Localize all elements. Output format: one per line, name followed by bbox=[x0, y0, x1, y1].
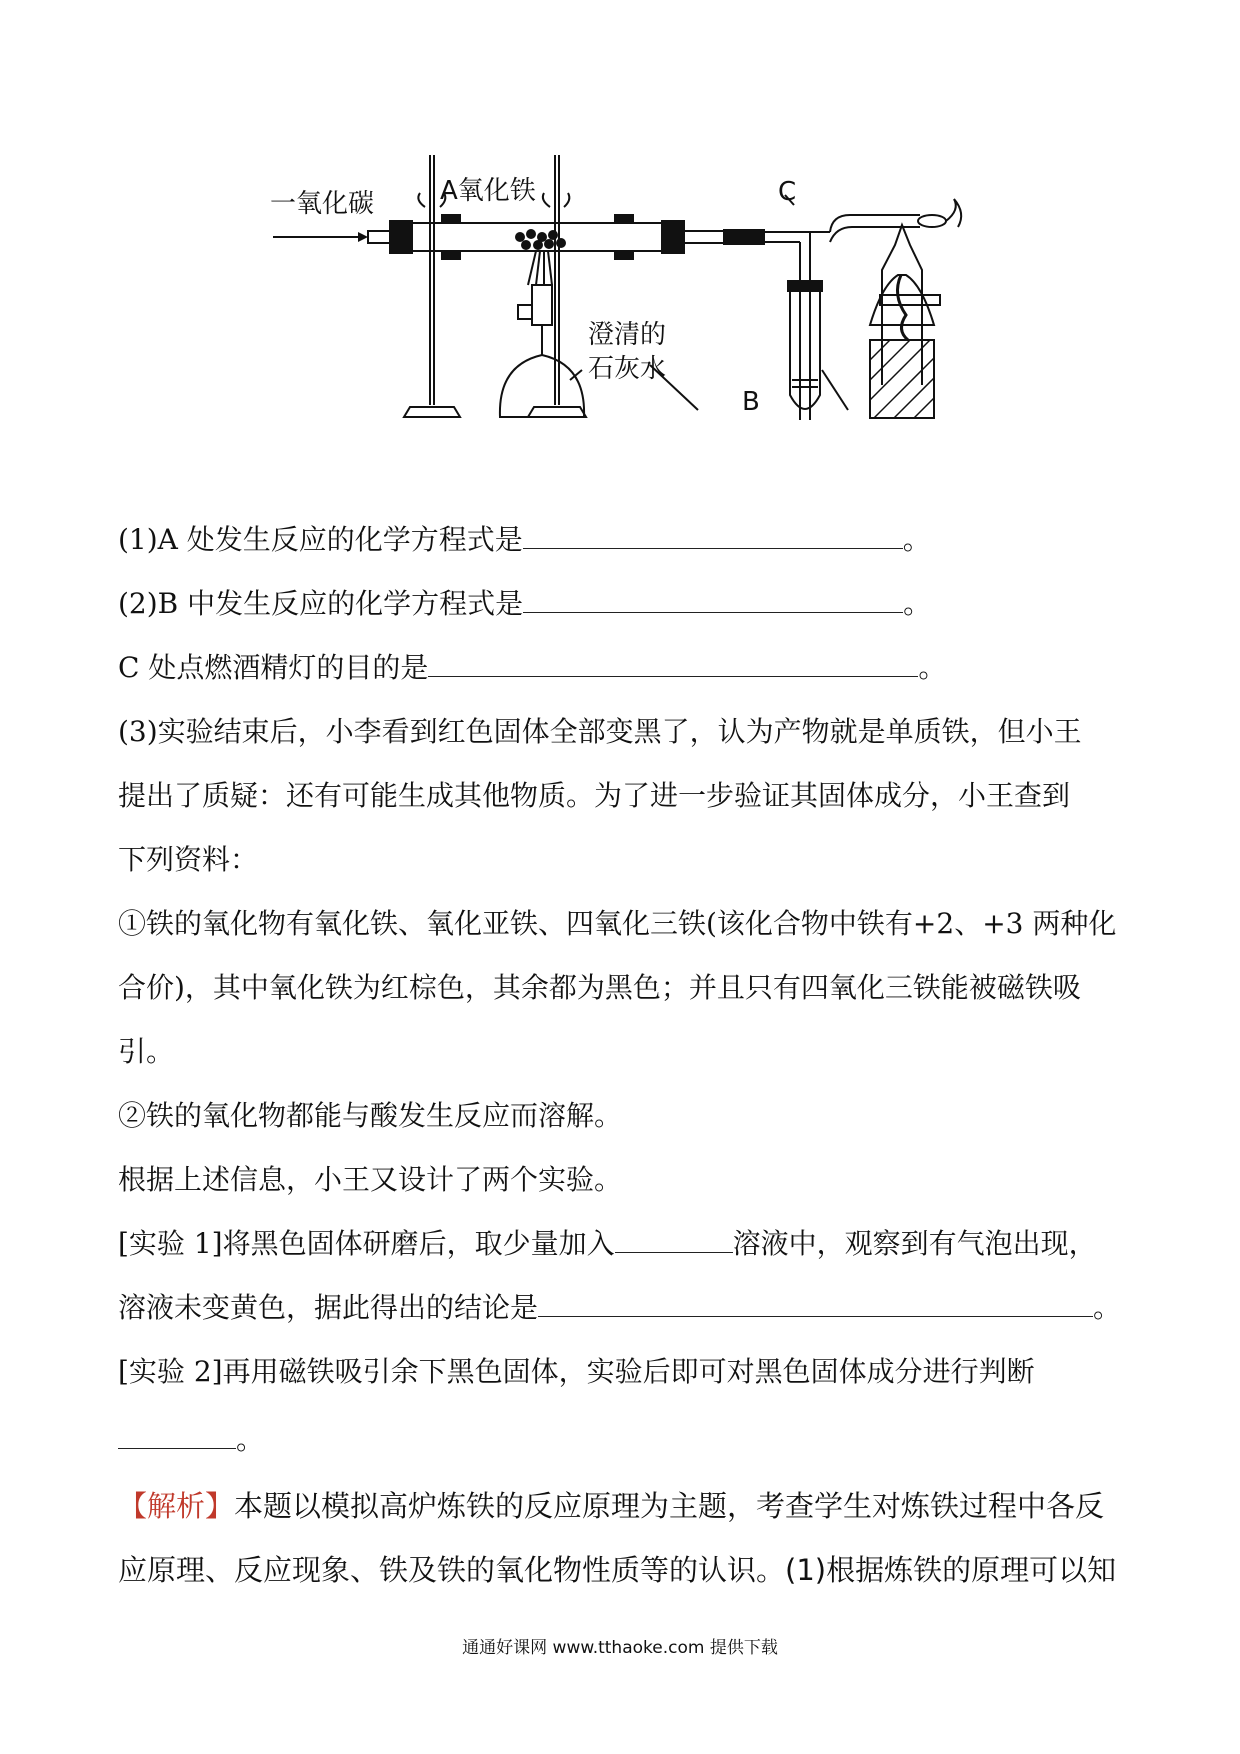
answer-blank[interactable] bbox=[118, 1424, 236, 1449]
answer-blank[interactable] bbox=[523, 524, 903, 549]
label-limewater-line2: 石灰水 bbox=[588, 354, 667, 384]
question-2: (2)B 中发生反应的化学方程式是 。 bbox=[118, 587, 932, 620]
info-2: ②铁的氧化物都能与酸发生反应而溶解。 bbox=[118, 1099, 623, 1132]
experiment-2-line1: [实验 2]再用磁铁吸引余下黑色固体，实验后即可对黑色固体成分进行判断 bbox=[118, 1355, 1035, 1388]
answer-blank[interactable] bbox=[538, 1292, 1093, 1317]
page-footer: 通通好课网 www.tthaoke.com 提供下载 bbox=[462, 1638, 778, 1658]
experiment-1-line1: [实验 1]将黑色固体研磨后，取少量加入 溶液中，观察到有气泡出现， bbox=[118, 1227, 1097, 1260]
label-carbon-monoxide: 一氧化碳 bbox=[270, 189, 375, 219]
question-1: (1)A 处发生反应的化学方程式是 。 bbox=[118, 523, 931, 556]
info-1-line2: 合价)，其中氧化铁为红棕色，其余都为黑色；并且只有四氧化三铁能被磁铁吸 bbox=[118, 971, 1081, 1004]
analysis-line2: 应原理、反应现象、铁及铁的氧化物性质等的认识。(1)根据炼铁的原理可以知 bbox=[118, 1553, 1117, 1587]
question-3-line2: 提出了质疑：还有可能生成其他物质。为了进一步验证其固体成分，小王查到 bbox=[118, 779, 1071, 812]
question-3-line3: 下列资料： bbox=[118, 843, 259, 876]
apparatus-figure bbox=[270, 155, 970, 495]
analysis-tag: 【解析】 bbox=[118, 1489, 235, 1523]
label-limewater-line1: 澄清的 bbox=[588, 320, 667, 350]
info-1-line3: 引。 bbox=[118, 1035, 175, 1068]
answer-blank[interactable] bbox=[428, 652, 918, 677]
design-text: 根据上述信息，小王又设计了两个实验。 bbox=[118, 1163, 623, 1196]
info-1-line1: ①铁的氧化物有氧化铁、氧化亚铁、四氧化三铁(该化合物中铁有+2、+3 两种化 bbox=[118, 907, 1117, 940]
label-b: B bbox=[742, 387, 760, 417]
answer-blank[interactable] bbox=[615, 1228, 733, 1253]
label-a-iron-oxide: A氧化铁 bbox=[440, 176, 536, 206]
analysis-line1: 【解析】本题以模拟高炉炼铁的反应原理为主题，考查学生对炼铁过程中各反 bbox=[118, 1489, 1105, 1523]
experiment-2-line2: 。 bbox=[118, 1420, 1128, 1460]
answer-blank[interactable] bbox=[523, 588, 903, 613]
lamp-stand bbox=[870, 340, 934, 418]
experiment-1-line2: 溶液未变黄色，据此得出的结论是 。 bbox=[118, 1291, 1122, 1324]
label-c: C bbox=[778, 177, 797, 207]
test-tube-b bbox=[790, 291, 820, 409]
question-3-line1: (3)实验结束后，小李看到红色固体全部变黑了，认为产物就是单质铁，但小王 bbox=[118, 715, 1082, 748]
question-2-c: C 处点燃酒精灯的目的是 。 bbox=[118, 651, 947, 684]
